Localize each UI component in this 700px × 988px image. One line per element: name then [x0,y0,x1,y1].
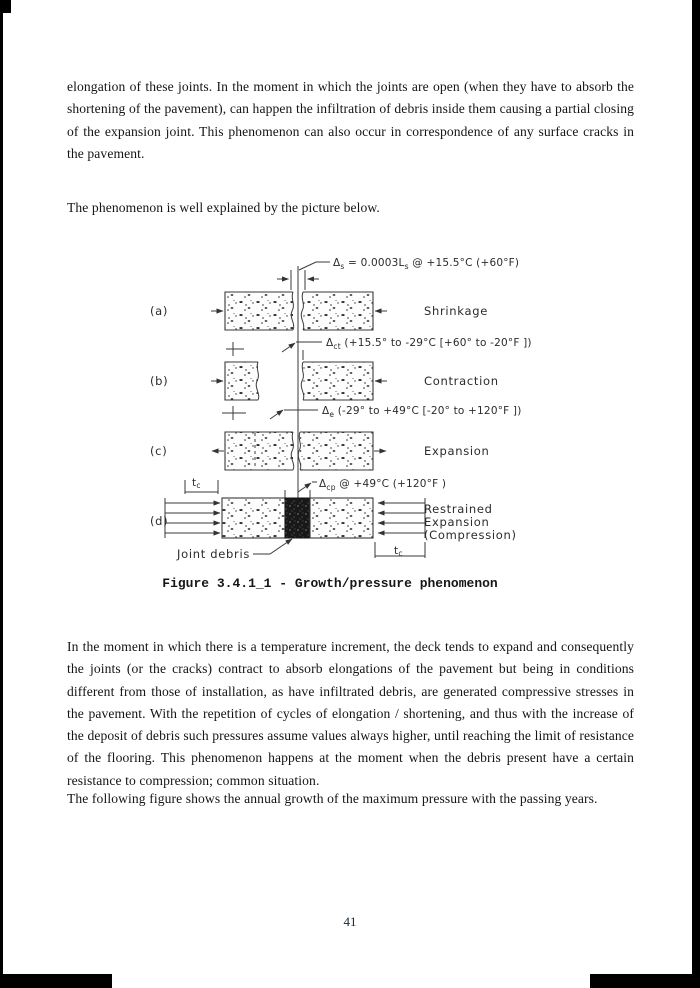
figure-row-c [150,432,490,470]
row-label-restrained-3: (Compression) [424,528,517,542]
figure-row-a [150,292,488,330]
row-label-contraction: Contraction [424,374,499,388]
figure-row-d [150,498,517,561]
figure-row-b [150,350,499,400]
dimension-shrinkage [277,257,519,290]
paragraph-3: In the moment in which there is a temperature increment, the deck tends to expand and consequently the joints (or the cracks) contract to absorb elongations of the pavement but being in conditions different from those of installation, as have infiltrated debris, are generated compressive stresses in the pavement. With the repetition of cycles of elongation / shortening, and thus with the increase of the deposit of debris such pressures assume values always higher, until reaching the limit of resistance of the flooring. This phenomenon happens at the moment when the debris present have a certain resistance to compression; common situation. [67,639,634,788]
annotation-restrained: $\Delta_{cp}$ @ +49°C (+120°F ) [319,478,447,492]
page-number: 41 [343,914,357,929]
row-tag-a: (a) [150,304,169,318]
dimension-restrained [185,477,446,498]
paragraph-2: The phenomenon is well explained by the picture below. [67,200,380,215]
dimension-expansion [222,405,522,420]
paragraph-1: elongation of these joints. In the moment in which the joints are open (when they have to absorb the shortening of the pavement), can happen the infiltration of debris inside them causing a partial closing of the expansion joint. This phenomenon can also occur in correspondence of any surface cracks in the pavement. [67,79,634,161]
figure-caption: Figure 3.4.1_1 - Growth/pressure phenomenon [162,576,498,591]
annotation-expansion: $\Delta_e$ (-29° to +49°C [-20° to +120°F ]) [322,405,522,419]
row-tag-b: (b) [150,374,169,388]
row-label-restrained-1: Restrained [424,502,493,516]
row-label-shrinkage: Shrinkage [424,304,488,318]
joint-debris-block [285,498,310,538]
row-label-restrained-2: Expansion [424,515,490,529]
paragraph-4: The following figure shows the annual growth of the maximum pressure with the passing years. [67,791,598,806]
row-tag-c: (c) [150,444,168,458]
joint-debris-label: Joint debris [177,547,251,561]
tc-dimension-left: tc [192,477,201,490]
dimension-contraction [226,337,532,356]
tc-dimension-right: tc [394,545,403,558]
annotation-contraction: $\Delta_{ct}$ (+15.5° to -29°C [+60° to -20°F ]) [326,337,532,351]
row-label-expansion: Expansion [424,444,490,458]
row-tag-d: (d) [150,514,169,528]
annotation-shrinkage: $\Delta_s = 0.0003L_s$ @ +15.5°C (+60°F) [333,257,520,271]
